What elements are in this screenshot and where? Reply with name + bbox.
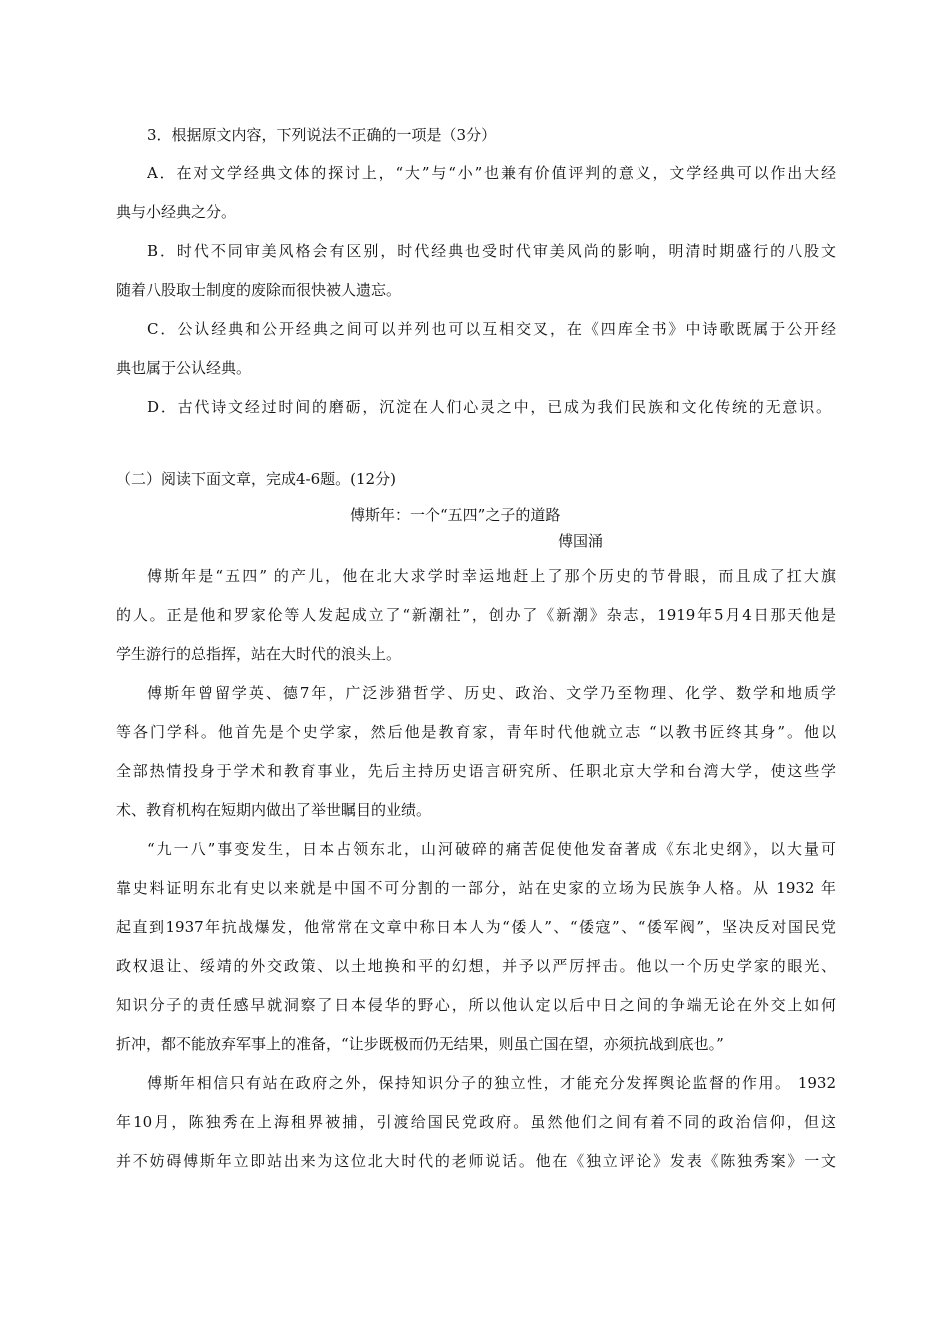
option-c-line-2: 典也属于公认经典。 [116, 359, 252, 377]
paragraph-2-line-1: 傅斯年曾留学英、德7年，广泛涉猎哲学、历史、政治、文学乃至物理、化学、数学和地质学 [147, 684, 836, 702]
paragraph-3-line-1: “九一八”事变发生，日本占领东北，山河破碎的痛苦促使他发奋著成《东北史纲》，以大量可 [147, 840, 836, 858]
article-author: 傅国涌 [558, 532, 604, 550]
paragraph-3-line-2: 靠史料证明东北有史以来就是中国不可分割的一部分，站在史家的立场为民族争人格。从 1932 年 [116, 879, 836, 897]
option-c-line-1: C．公认经典和公开经典之间可以并列也可以互相交叉，在《四库全书》中诗歌既属于公开经 [147, 320, 836, 338]
paragraph-3-line-4: 政权退让、绥靖的外交政策、以土地换和平的幻想，并予以严厉抨击。他以一个历史学家的眼光、 [116, 957, 836, 975]
article-title: 傅斯年：一个“五四”之子的道路 [350, 506, 561, 524]
paragraph-2-line-3: 全部热情投身于学术和教育事业，先后主持历史语言研究所、任职北京大学和台湾大学，使这些学 [116, 762, 836, 780]
paragraph-2-line-2: 等各门学科。他首先是个史学家，然后他是教育家，青年时代他就立志 “以教书匠终其身”。他以 [116, 723, 836, 741]
option-a-line-1: A．在对文学经典文体的探讨上，“大”与“小”也兼有价值评判的意义，文学经典可以作出大经 [147, 164, 836, 182]
paragraph-1-line-1: 傅斯年是“五四” 的产儿，他在北大求学时幸运地赶上了那个历史的节骨眼，而且成了扛大旗 [147, 567, 836, 585]
section-2-heading: （二）阅读下面文章，完成4-6题。(12分) [116, 470, 396, 488]
paragraph-1-line-3: 学生游行的总指挥，站在大时代的浪头上。 [116, 645, 402, 663]
paragraph-3-line-3: 起直到1937年抗战爆发，他常常在文章中称日本人为“倭人”、“倭寇”、“倭军阀”，坚决反对国民党 [116, 918, 836, 936]
paragraph-4-line-1: 傅斯年相信只有站在政府之外，保持知识分子的独立性，才能充分发挥舆论监督的作用。 1932 [147, 1074, 836, 1092]
option-a-line-2: 典与小经典之分。 [116, 203, 237, 221]
paragraph-1-line-2: 的人。正是他和罗家伦等人发起成立了“新潮社”，创办了《新潮》杂志，1919年5月4日那天他是 [116, 606, 836, 624]
option-b-line-1: B．时代不同审美风格会有区别，时代经典也受时代审美风尚的影响，明清时期盛行的八股文 [147, 242, 836, 260]
option-d-line-1: D．古代诗文经过时间的磨砺，沉淀在人们心灵之中，已成为我们民族和文化传统的无意识。 [147, 398, 831, 416]
option-b-line-2: 随着八股取士制度的废除而很快被人遗忘。 [116, 281, 402, 299]
paragraph-3-line-6: 折冲，都不能放弃军事上的准备，“让步既极而仍无结果，则虽亡国在望，亦须抗战到底也。” [116, 1035, 724, 1053]
question-3-stem: 3．根据原文内容，下列说法不正确的一项是（3分） [147, 126, 497, 144]
paragraph-4-line-2: 年10月，陈独秀在上海租界被捕，引渡给国民党政府。虽然他们之间有着不同的政治信仰，但这 [116, 1113, 836, 1131]
paragraph-4-line-3: 并不妨碍傅斯年立即站出来为这位北大时代的老师说话。他在《独立评论》发表《陈独秀案》一文 [116, 1152, 836, 1170]
paragraph-3-line-5: 知识分子的责任感早就洞察了日本侵华的野心，所以他认定以后中日之间的争端无论在外交上如何 [116, 996, 836, 1014]
paragraph-2-line-4: 术、教育机构在短期内做出了举世瞩目的业绩。 [116, 801, 432, 819]
